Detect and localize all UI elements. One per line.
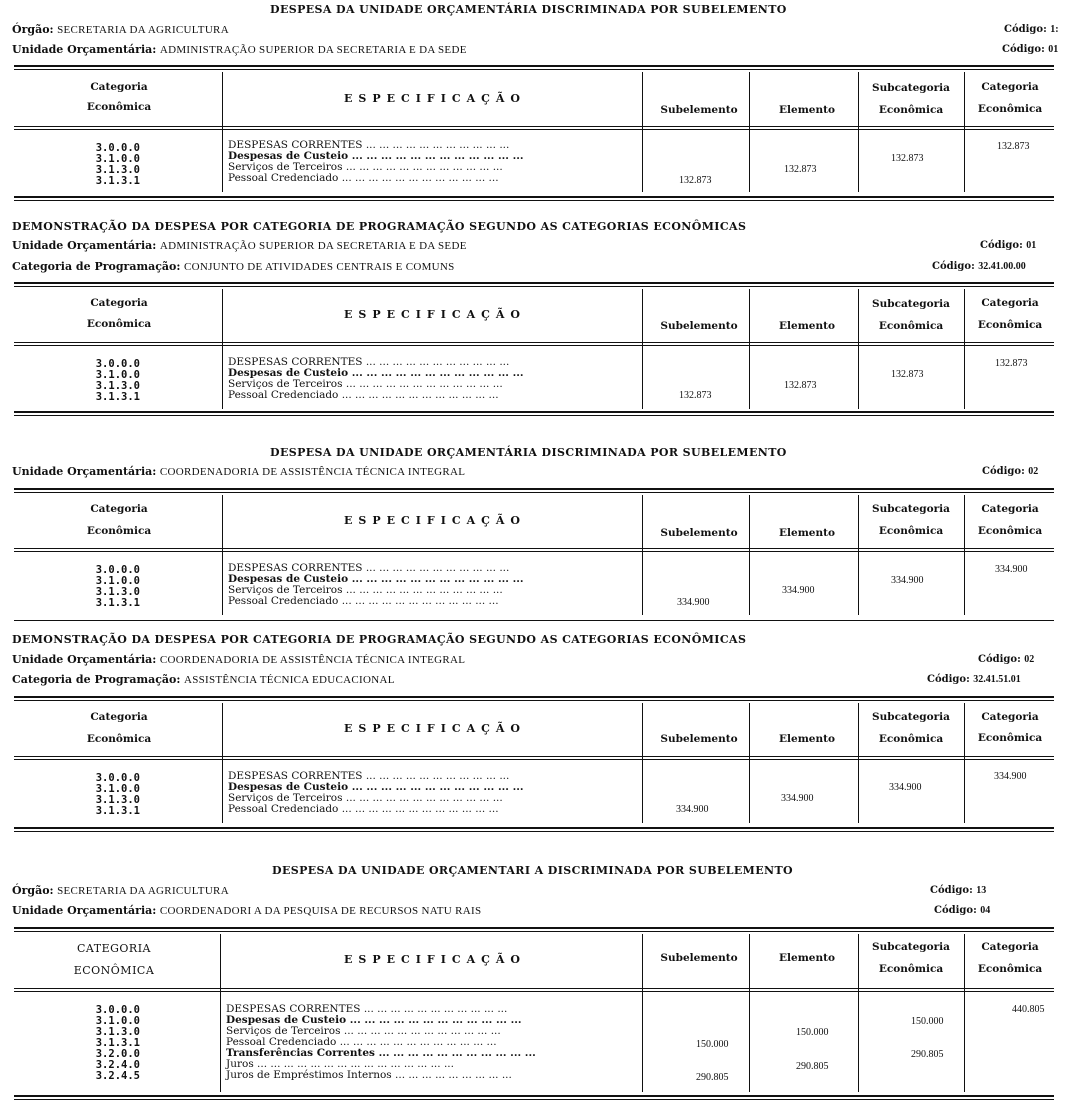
categoria-prog-line [12,673,395,686]
subcategoria-value: 132.873 [891,153,924,164]
col-divider [858,72,859,192]
code-cell: 3.1.0.0 [95,1015,140,1027]
table-bottom-rule [14,1095,1054,1100]
header-especificacao: ESPECIFICAÇÃO [344,308,527,321]
code-cell: 3.1.0.0 [95,153,140,165]
code-cell: 3.1.3.1 [95,1037,140,1049]
categoria-value: 334.900 [994,771,1027,782]
categoria-value: 440.805 [1012,1004,1045,1015]
unidade-value: ADMINISTRAÇÃO SUPERIOR DA SECRETARIA E DA SEDE [159,44,467,56]
code-cell: 3.1.0.0 [95,575,140,587]
orgao-codigo [930,885,986,896]
codigo-label: Código: [1004,24,1047,35]
header-subelemento: Subelemento [660,527,738,539]
code-cell: 3.0.0.0 [95,564,140,576]
col-divider [858,703,859,823]
col-divider [642,72,643,192]
col-divider [642,703,643,823]
code-cell: 3.1.0.0 [95,783,140,795]
section-title: DEMONSTRAÇÃO DA DESPESA POR CATEGORIA DE PROGRAMAÇÃO SEGUNDO AS CATEGORIAS ECONÔMICAS [12,220,747,233]
unidade-line [12,239,467,252]
header-elemento: Elemento [779,952,835,964]
spec-column [228,140,524,184]
header-subcategoria: Subcategoria [872,503,950,515]
unidade-codigo [980,240,1036,251]
elemento-value: 334.900 [781,793,814,804]
categoria-prog-label: Categoria de Programação: [12,260,181,273]
subelemento-value: 334.900 [676,804,709,815]
col-divider [749,934,750,1092]
code-cell: 3.1.3.1 [95,805,140,817]
header-rule-2 [14,129,1054,130]
header-subcategoria: Subcategoria [872,298,950,310]
header-subelemento: Subelemento [660,320,738,332]
header-especificacao: ESPECIFICAÇÃO [344,514,527,527]
unidade-label: Unidade Orçamentária: [12,904,157,917]
orgao-line [12,884,229,897]
unidade-value: ADMINISTRAÇÃO SUPERIOR DA SECRETARIA E DA SEDE [159,240,467,252]
spec-line: Serviços de Terceiros ... ... ... ... ... ... ... ... ... ... ... ... [228,792,503,804]
spec-line: Transferências Correntes ... ... ... ... ... ... ... ... ... ... ... [226,1047,536,1059]
spec-line: Pessoal Credenciado ... ... ... ... ... ... ... ... ... ... ... ... [228,595,499,607]
orgao-label: Órgão: [12,23,54,36]
header-rule-2 [14,991,1054,992]
header-categoria-2: Categoria [981,81,1039,93]
code-cell: 3.1.3.0 [95,586,140,598]
subelemento-value: 132.873 [679,175,712,186]
table-bottom-rule [14,620,1054,621]
categoria-prog-label: Categoria de Programação: [12,673,181,686]
header-categoria: Categoria [90,81,148,93]
unidade-line [12,465,465,478]
unidade-value: COORDENADORIA DE ASSISTÊNCIA TÉCNICA INTEGRAL [159,466,466,478]
header-subcategoria-economica: Econômica [878,733,944,745]
col-divider [749,289,750,409]
unidade-line [12,653,465,666]
spec-column [228,771,524,815]
code-cell: 3.1.3.1 [95,391,140,403]
codes-column [80,773,140,817]
data-table [14,493,1054,623]
header-especificacao: ESPECIFICAÇÃO [344,953,527,966]
codigo-value: 02 [1028,466,1039,477]
header-categoria-2: Categoria [981,503,1039,515]
spec-line: DESPESAS CORRENTES ... ... ... ... ... ... ... ... ... ... ... [226,1003,508,1015]
code-cell: 3.1.3.0 [95,380,140,392]
col-divider [749,72,750,192]
code-cell: 3.1.3.1 [95,175,140,187]
codes-column [80,1005,140,1082]
elemento-value: 334.900 [782,585,815,596]
header-categoria-economica: Econômica [977,319,1043,331]
codigo-label: Código: [927,674,970,685]
header-categoria-economica: Econômica [977,103,1043,115]
codigo-label: Código: [978,654,1021,665]
col-divider [222,495,223,615]
codigo-label: Código: [982,466,1025,477]
header-rule [14,126,1054,127]
unidade-codigo [978,654,1034,665]
codes-column [80,565,140,609]
header-subcategoria-economica: Econômica [878,963,944,975]
codigo-value: 01 [1048,44,1059,55]
header-subcategoria-economica: Econômica [878,320,944,332]
header-elemento: Elemento [779,104,835,116]
spec-line: Serviços de Terceiros ... ... ... ... ... ... ... ... ... ... ... ... [228,161,503,173]
table-bottom-rule [14,411,1054,416]
col-divider [858,289,859,409]
spec-line: Juros ... ... ... ... ... ... ... ... ... ... ... ... ... ... ... [226,1058,454,1070]
header-economica: Econômica [86,525,152,537]
categoria-prog-codigo [927,674,1021,685]
header-especificacao: ESPECIFICAÇÃO [344,722,527,735]
col-divider [964,495,965,615]
subelemento-value-1: 150.000 [696,1039,729,1050]
orgao-value: SECRETARIA DA AGRICULTURA [57,24,229,36]
header-categoria-economica: Econômica [977,732,1043,744]
spec-line: Pessoal Credenciado ... ... ... ... ... ... ... ... ... ... ... ... [226,1036,497,1048]
codigo-value: 32.41.51.01 [973,674,1021,685]
spec-line: Serviços de Terceiros ... ... ... ... ... ... ... ... ... ... ... ... [226,1025,501,1037]
header-elemento: Elemento [779,320,835,332]
unidade-line [12,904,481,917]
table-bottom-rule [14,196,1054,201]
header-elemento: Elemento [779,527,835,539]
header-economica: ECONÔMICA [73,964,155,977]
col-divider [220,934,221,1092]
spec-line: Serviços de Terceiros ... ... ... ... ... ... ... ... ... ... ... ... [228,584,503,596]
spec-line: DESPESAS CORRENTES ... ... ... ... ... ... ... ... ... ... ... [228,562,510,574]
subcategoria-value: 132.873 [891,369,924,380]
header-especificacao: ESPECIFICAÇÃO [344,92,527,105]
elemento-value-2: 290.805 [796,1061,829,1072]
code-cell: 3.0.0.0 [95,142,140,154]
spec-line: Pessoal Credenciado ... ... ... ... ... ... ... ... ... ... ... ... [228,389,499,401]
categoria-value: 132.873 [995,358,1028,369]
spec-line: DESPESAS CORRENTES ... ... ... ... ... ... ... ... ... ... ... [228,356,510,368]
header-elemento: Elemento [779,733,835,745]
section-title: DESPESA DA UNIDADE ORÇAMENTARI A DISCRIMINADA POR SUBELEMENTO [272,864,794,877]
subelemento-value: 132.873 [679,390,712,401]
col-divider [964,703,965,823]
header-categoria-2: Categoria [981,711,1039,723]
col-divider [222,289,223,409]
spec-line: Despesas de Custeio ... ... ... ... ... ... ... ... ... ... ... ... [228,573,524,585]
header-categoria: Categoria [90,297,148,309]
header-subelemento: Subelemento [660,733,738,745]
code-cell: 3.1.3.0 [95,1026,140,1038]
codes-column [80,143,140,187]
col-divider [642,495,643,615]
header-economica: Econômica [86,318,152,330]
col-divider [964,72,965,192]
spec-line: Despesas de Custeio ... ... ... ... ... ... ... ... ... ... ... ... [228,367,524,379]
spec-column [228,357,524,401]
categoria-prog-line [12,260,455,273]
col-divider [749,495,750,615]
unidade-codigo [934,905,990,916]
codigo-label: Código: [980,240,1023,251]
codigo-value: 04 [980,905,991,916]
col-divider [964,934,965,1092]
orgao-label: Órgão: [12,884,54,897]
subelemento-value-2: 290.805 [696,1072,729,1083]
spec-line: Serviços de Terceiros ... ... ... ... ... ... ... ... ... ... ... ... [228,378,503,390]
section-title: DESPESA DA UNIDADE ORÇAMENTÁRIA DISCRIMINADA POR SUBELEMENTO [270,446,787,459]
spec-line: Pessoal Credenciado ... ... ... ... ... ... ... ... ... ... ... ... [228,172,499,184]
unidade-label: Unidade Orçamentária: [12,43,157,56]
col-divider [222,72,223,192]
header-subcategoria: Subcategoria [872,82,950,94]
data-table [14,932,1054,1100]
header-subcategoria: Subcategoria [872,941,950,953]
spec-line: DESPESAS CORRENTES ... ... ... ... ... ... ... ... ... ... ... [228,770,510,782]
spec-line: Juros de Empréstimos Internos ... ... ... ... ... ... ... ... ... [226,1069,512,1081]
subcategoria-value: 334.900 [891,575,924,586]
header-rule [14,548,1054,549]
code-cell: 3.0.0.0 [95,358,140,370]
header-rule-2 [14,345,1054,346]
spec-column [228,563,524,607]
elemento-value-1: 150.000 [796,1027,829,1038]
header-rule-2 [14,551,1054,552]
unidade-label: Unidade Orçamentária: [12,653,157,666]
codigo-label: Código: [932,261,975,272]
elemento-value: 132.873 [784,164,817,175]
unidade-value: COORDENADORIA DE ASSISTÊNCIA TÉCNICA INTEGRAL [159,654,466,666]
header-categoria-economica: Econômica [977,525,1043,537]
header-subcategoria-economica: Econômica [878,525,944,537]
codes-column [80,359,140,403]
code-cell: 3.1.0.0 [95,369,140,381]
header-categoria-2: Categoria [981,297,1039,309]
code-cell: 3.0.0.0 [95,772,140,784]
codigo-value: 32.41.00.00 [978,261,1026,272]
section-title: DEMONSTRAÇÃO DA DESPESA POR CATEGORIA DE PROGRAMAÇÃO SEGUNDO AS CATEGORIAS ECONÔMICAS [12,633,747,646]
header-rule [14,342,1054,343]
col-divider [222,703,223,823]
header-categoria: CATEGORIA [76,942,151,955]
header-categoria-economica: Econômica [977,963,1043,975]
spec-line: Despesas de Custeio ... ... ... ... ... ... ... ... ... ... ... ... [228,781,524,793]
elemento-value: 132.873 [784,380,817,391]
col-divider [858,934,859,1092]
orgao-codigo [1004,24,1059,35]
orgao-line [12,23,229,36]
code-cell: 3.1.3.0 [95,794,140,806]
spec-line: DESPESAS CORRENTES ... ... ... ... ... ... ... ... ... ... ... [228,139,510,151]
subelemento-value: 334.900 [677,597,710,608]
spec-line: Pessoal Credenciado ... ... ... ... ... ... ... ... ... ... ... ... [228,803,499,815]
col-divider [642,289,643,409]
header-rule-2 [14,759,1054,760]
header-categoria: Categoria [90,503,148,515]
unidade-label: Unidade Orçamentária: [12,239,157,252]
spec-line: Despesas de Custeio ... ... ... ... ... ... ... ... ... ... ... ... [226,1014,522,1026]
data-table [14,70,1054,200]
header-economica: Econômica [86,733,152,745]
spec-line: Despesas de Custeio ... ... ... ... ... ... ... ... ... ... ... ... [228,150,524,162]
table-bottom-rule [14,827,1054,832]
header-rule [14,988,1054,989]
header-rule [14,756,1054,757]
subcategoria-value: 334.900 [889,782,922,793]
unidade-label: Unidade Orçamentária: [12,465,157,478]
code-cell: 3.0.0.0 [95,1004,140,1016]
subcategoria-value-1: 150.000 [911,1016,944,1027]
col-divider [749,703,750,823]
header-subelemento: Subelemento [660,104,738,116]
codigo-value: 13 [976,885,987,896]
header-economica: Econômica [86,101,152,113]
header-categoria-2: Categoria [981,941,1039,953]
codigo-label: Código: [934,905,977,916]
unidade-codigo [982,466,1038,477]
code-cell: 3.2.4.5 [95,1070,140,1082]
codigo-label: Código: [1002,44,1045,55]
orgao-value: SECRETARIA DA AGRICULTURA [57,885,229,897]
code-cell: 3.2.4.0 [95,1059,140,1071]
categoria-prog-codigo [932,261,1026,272]
header-subcategoria-economica: Econômica [878,104,944,116]
categoria-prog-value: ASSISTÊNCIA TÉCNICA EDUCACIONAL [183,674,395,686]
col-divider [858,495,859,615]
spec-column [226,1004,536,1081]
codigo-value: 01 [1026,240,1037,251]
col-divider [642,934,643,1092]
col-divider [964,289,965,409]
code-cell: 3.1.3.1 [95,597,140,609]
subcategoria-value-2: 290.805 [911,1049,944,1060]
code-cell: 3.2.0.0 [95,1048,140,1060]
section-title: DESPESA DA UNIDADE ORÇAMENTÁRIA DISCRIMINADA POR SUBELEMENTO [270,3,787,16]
codigo-value: 1: [1050,24,1059,35]
codigo-label: Código: [930,885,973,896]
header-subcategoria: Subcategoria [872,711,950,723]
header-categoria: Categoria [90,711,148,723]
categoria-value: 334.900 [995,564,1028,575]
header-subelemento: Subelemento [660,952,738,964]
data-table [14,701,1054,831]
unidade-value: COORDENADORI A DA PESQUISA DE RECURSOS NATU RAIS [159,905,482,917]
categoria-prog-value: CONJUNTO DE ATIVIDADES CENTRAIS E COMUNS [183,261,455,273]
unidade-line [12,43,467,56]
categoria-value: 132.873 [997,141,1030,152]
codigo-value: 02 [1024,654,1035,665]
unidade-codigo [1002,44,1058,55]
code-cell: 3.1.3.0 [95,164,140,176]
data-table [14,287,1054,417]
